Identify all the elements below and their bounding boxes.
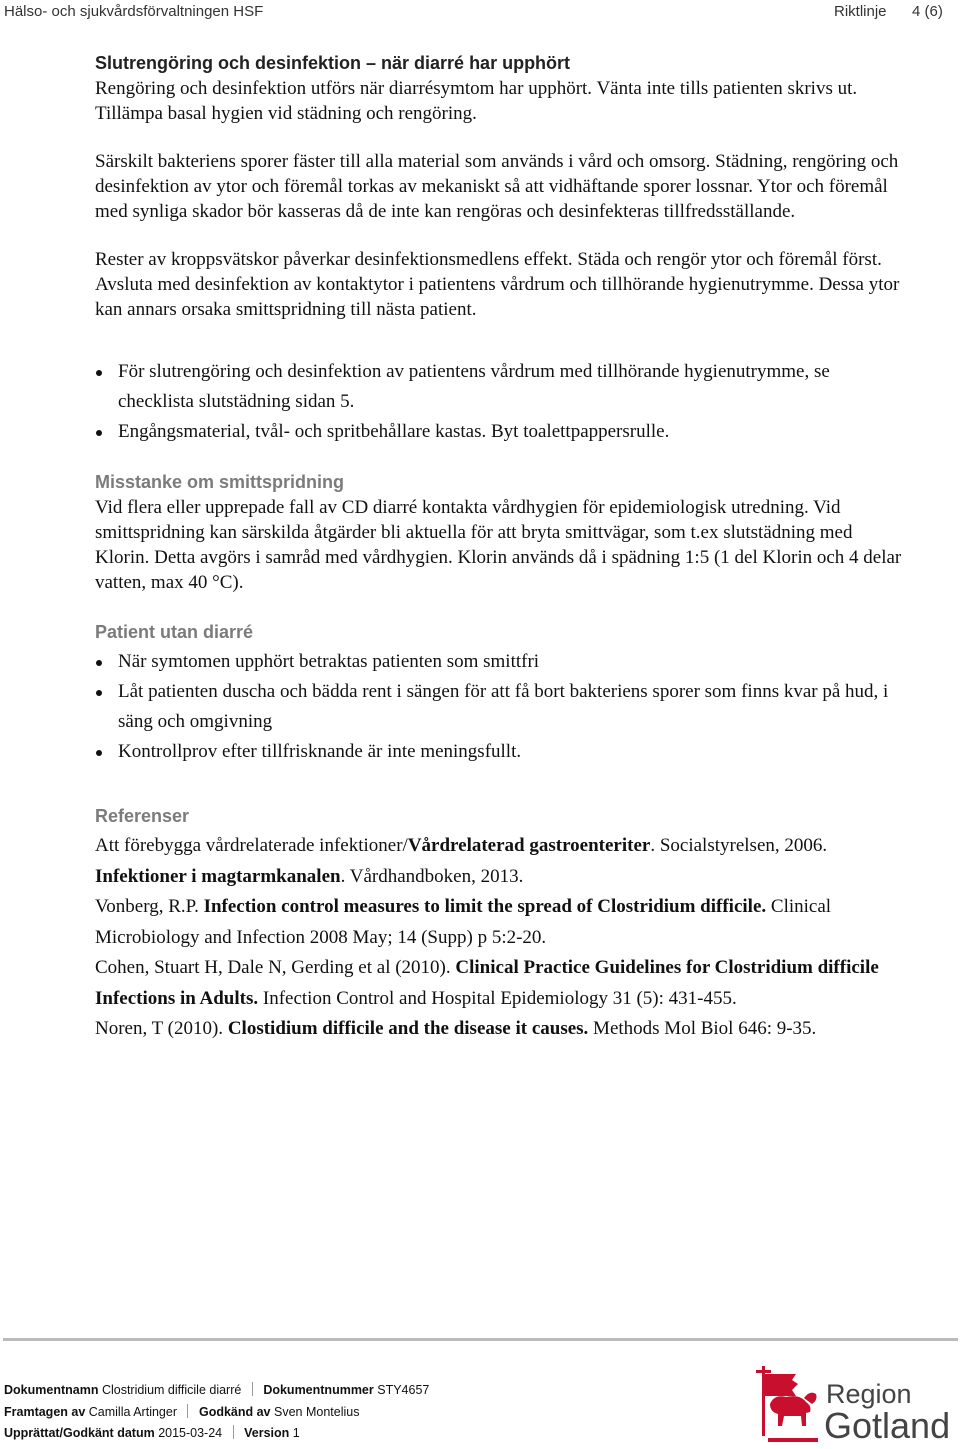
- footer-value: STY4657: [377, 1383, 430, 1397]
- reference-item: Cohen, Stuart H, Dale N, Gerding et al (2010). Clinical Practice Guidelines for Clostridium difficile Infections in Adults. Infection Control and Hospital Epidemiology 31 (5): 431-455.: [95, 957, 879, 1009]
- logo-text-region: Region: [826, 1379, 912, 1409]
- lamb-flag-icon: [750, 1364, 822, 1446]
- footer-value: 1: [292, 1426, 300, 1440]
- footer-label: Framtagen av: [4, 1404, 86, 1419]
- reference-item: Att förebygga vårdrelaterade infektioner/Vårdrelaterad gastroenteriter. Socialstyrelsen, 2006.: [95, 835, 828, 856]
- bullet-list: [95, 647, 905, 767]
- page-header: [0, 0, 960, 26]
- footer-separator: [233, 1425, 234, 1439]
- footer-separator: [252, 1382, 253, 1396]
- list-item: Låt patienten duscha och bädda rent i sängen för att få bort bakteriens sporer som finns kvar på hud, i säng och omgivning: [95, 677, 905, 737]
- bullet-list: [95, 357, 905, 447]
- reference-item: Noren, T (2010). Clostidium difficile and the disease it causes. Methods Mol Biol 646: 9-35.: [95, 1018, 817, 1039]
- reference-item: Vonberg, R.P. Infection control measures to limit the spread of Clostridium difficile. Clinical Microbiology and Infection 2008 May; 14 (Supp) p 5:2-20.: [95, 896, 832, 948]
- document-body: [95, 50, 905, 1045]
- region-gotland-logo: [750, 1364, 960, 1446]
- footer-value: Clostridium difficile diarré: [101, 1383, 242, 1397]
- list-item: När symtomen upphört betraktas patienten som smittfri: [95, 647, 905, 677]
- list-item: För slutrengöring och desinfektion av patientens vårdrum med tillhörande hygienutrymme, se checklista slutstädning sidan 5.: [95, 357, 905, 417]
- header-organization: Hälso- och sjukvårdsförvaltningen HSF: [4, 3, 264, 20]
- section-heading-slutrengoring: Slutrengöring och desinfektion – när diarré har upphört: [95, 53, 571, 73]
- paragraph: Rengöring och desinfektion utförs när diarrésymtom har upphört. Vänta inte tills patienten skrivs ut. Tillämpa basal hygien vid städning och rengöring.: [95, 78, 858, 124]
- section-heading-misstanke: Misstanke om smittspridning: [95, 472, 345, 492]
- footer-label: Version: [244, 1426, 290, 1440]
- reference-list: [95, 831, 905, 1045]
- footer-value: Camilla Artinger: [88, 1404, 177, 1419]
- footer-label: Dokumentnamn: [4, 1383, 99, 1397]
- section-heading-patient-utan-diarre: Patient utan diarré: [95, 622, 254, 642]
- footer-label: Upprättat/Godkänt datum: [4, 1426, 155, 1440]
- footer-label: Godkänd av: [198, 1404, 271, 1419]
- footer-label: Dokumentnummer: [263, 1383, 374, 1397]
- document-footer: [4, 1380, 429, 1445]
- paragraph: Vid flera eller upprepade fall av CD diarré kontakta vårdhygien för epidemiologisk utredning. Vid smittspridning kan särskilda åtgärder bli aktuella för att bryta smittvägar, som t.ex slutstädning med Klorin. Detta avgörs i samråd med vårdhygien. Klorin används då i spädning 1:5 (1 del Klorin och 4 delar vatten, max 40 °C).: [95, 497, 902, 593]
- header-page-number: 4 (6): [912, 3, 943, 20]
- paragraph: Rester av kroppsvätskor påverkar desinfektionsmedlens effekt. Städa och rengör ytor och föremål först. Avsluta med desinfektion av kontaktytor i patientens vårdrum och tillhörande hygienutrymme. Dessa ytor kan annars orsaka smittspridning till nästa patient.: [95, 249, 900, 320]
- footer-value: Sven Montelius: [274, 1404, 360, 1419]
- logo-text-gotland: Gotland: [824, 1405, 951, 1446]
- footer-value: 2015-03-24: [158, 1426, 223, 1440]
- header-doc-type: Riktlinje: [834, 3, 887, 20]
- footer-separator: [187, 1404, 188, 1418]
- list-item: Kontrollprov efter tillfrisknande är inte meningsfullt.: [95, 737, 905, 767]
- paragraph: Särskilt bakteriens sporer fäster till alla material som används i vård och omsorg. Städning, rengöring och desinfektion av ytor och föremål torkas av mekaniskt så att vidhäftande sporer lossnar. Ytor och föremål med synliga skador bör kasseras då de inte kan rengöras och desinfekteras tillfredsställande.: [95, 151, 899, 222]
- reference-item: Infektioner i magtarmkanalen. Vårdhandboken, 2013.: [95, 865, 524, 887]
- list-item: Engångsmaterial, tvål- och spritbehållare kastas. Byt toalettpappersrulle.: [95, 417, 905, 447]
- section-heading-referenser: Referenser: [95, 806, 190, 826]
- footer-divider: [3, 1338, 958, 1341]
